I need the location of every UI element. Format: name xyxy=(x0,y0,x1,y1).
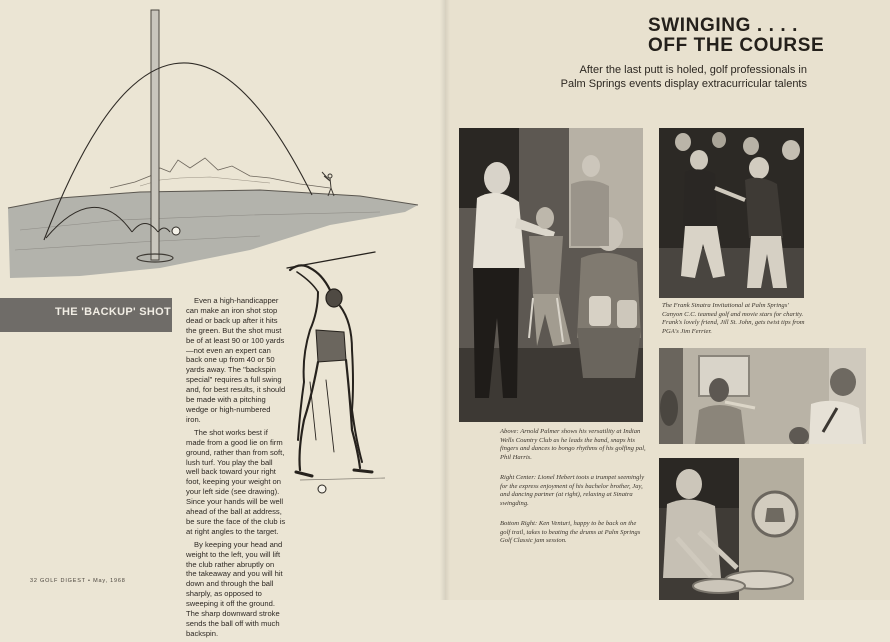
page-folio: 32 GOLF DIGEST • May, 1968 xyxy=(30,578,126,584)
subhead-line-2: Palm Springs events display extracurricular talents xyxy=(560,77,807,90)
headline-line-1: SWINGING . . . . xyxy=(648,15,798,36)
article-banner-title: THE 'BACKUP' SHOT xyxy=(55,306,172,318)
photo-hebert-trumpet xyxy=(659,348,866,444)
body-paragraph: The shot works best if made from a good lie on firm ground, rather than from soft, lush turf. You play the ball well back toward your right foot, keeping your weight on your left side (see drawing). Since your hands will be well ahead of the ball at address, be sure the face of the club is at right angles to the target. xyxy=(186,427,286,536)
headline-line-2: OFF THE COURSE xyxy=(648,35,825,56)
caption-sinatra: The Frank Sinatra Invitational at Palm Springs' Canyon C.C. teamed golf and movie stars for charity. Frank's lovely friend, Jill St. John, gets twist tips from PGA's Jim Ferrier. xyxy=(662,302,805,335)
body-paragraph: By keeping your head and weight to the left, you will lift the club rather abruptly on the takeaway and you will hit down and through the ball sharply, as opposed to sweeping it off the ground. The sharp downward stroke sends the ball off with much backspin. xyxy=(186,539,283,638)
caption-palmer: Above: Arnold Palmer shows his versatility at Indian Wells Country Club as he leads the band, snaps his fingers and dances to bongo rhythms of his golfing pal, Phil Harris. xyxy=(500,428,646,461)
feature-headline xyxy=(648,16,824,56)
body-paragraph: Even a high-handicapper can make an iron shot stop dead or back up after it hits the green. But the shot must be of at least 90 or 100 yards—not even an expert can back one up from 40 or 50 yards away. The "backspin special" requires a full swing and, for best results, it should be made with a pitching wedge or high-numbered iron. xyxy=(186,296,286,424)
photo-sinatra-twist xyxy=(659,128,804,298)
photo-palmer-bongo xyxy=(459,128,643,422)
caption-hebert: Right Center: Lionel Hebert toots a trumpet seemingly for the express enjoyment of his bachelor brother, Jay, and dancing partner (at right), relaxing at Sinatra swingding. xyxy=(500,474,645,507)
caption-venturi: Bottom Right: Ken Venturi, happy to be back on the golf trail, takes to beating the drums at Palm Springs Golf Classic jam session. xyxy=(500,520,641,545)
photo-venturi-drums xyxy=(659,458,804,600)
article-body xyxy=(186,296,286,642)
feature-subhead xyxy=(561,64,807,91)
subhead-line-1: After the last putt is holed, golf professionals in xyxy=(579,64,807,76)
